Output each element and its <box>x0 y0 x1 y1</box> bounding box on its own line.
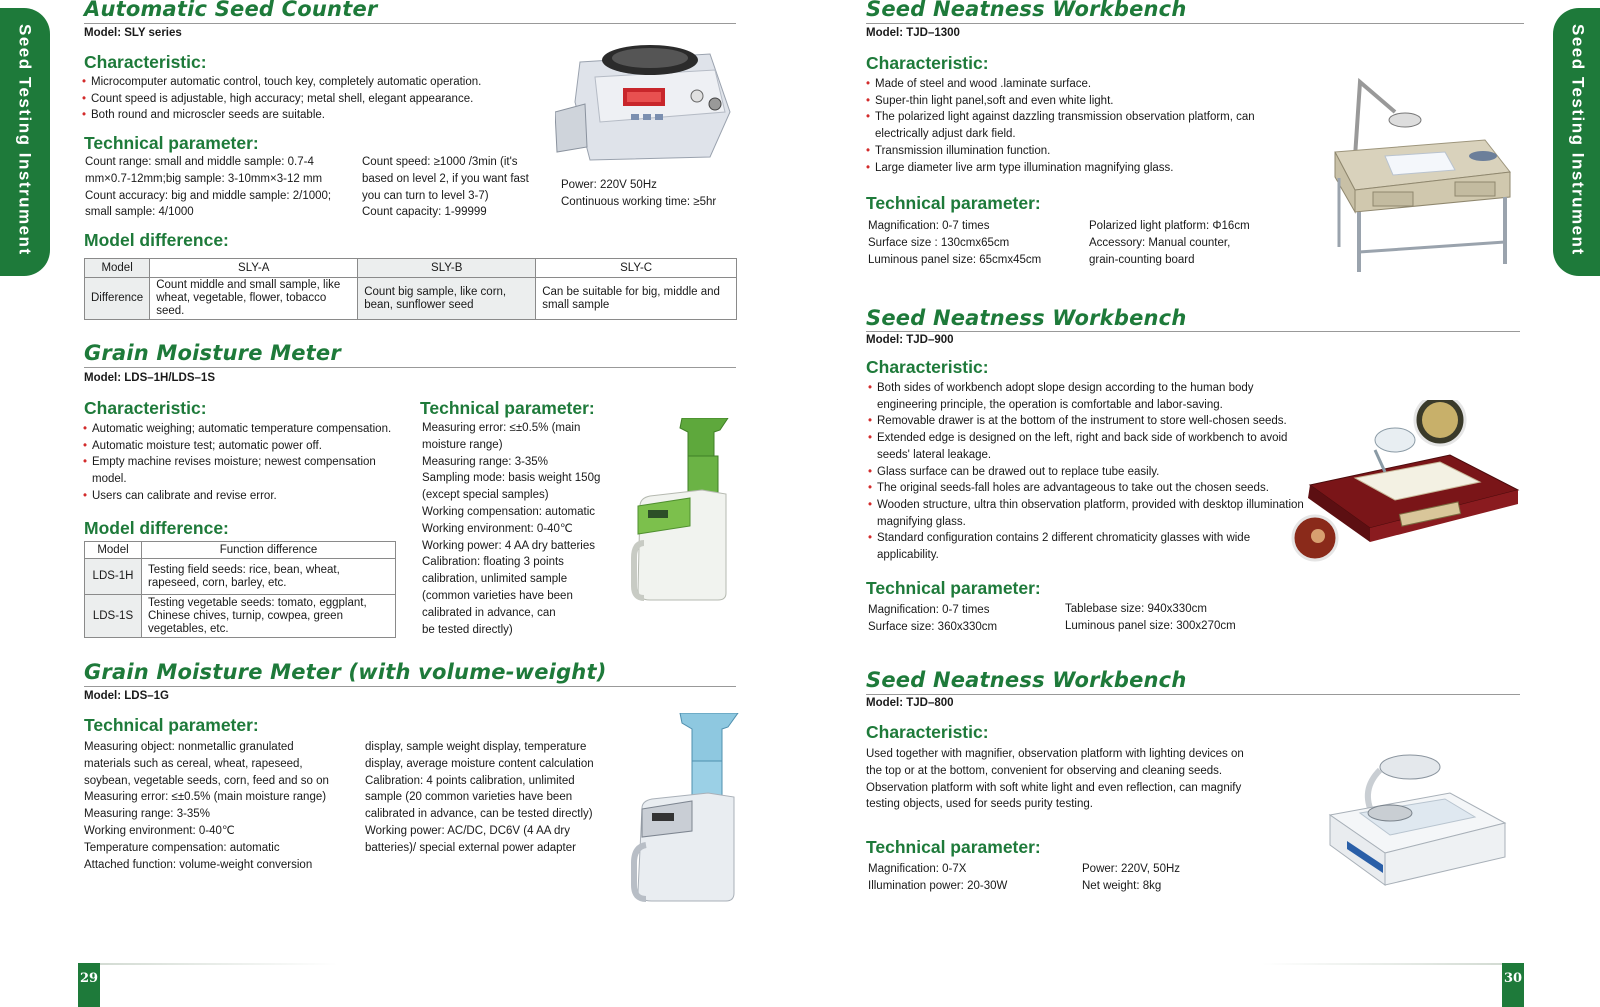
table-cell: LDS-1S <box>85 595 142 638</box>
workbench-1300-title: Seed Neatness Workbench <box>866 0 1187 21</box>
workbench-800-model: Model: TJD–800 <box>866 697 954 709</box>
workbench-900-title: Seed Neatness Workbench <box>866 306 1187 330</box>
table-cell: Testing vegetable seeds: tomato, eggplant, Chinese chives, turnip, cowpea, green vegetables, etc. <box>142 595 396 638</box>
moisture-meter-characteristic-heading: Characteristic: <box>84 398 207 418</box>
moisture-volume-col2: display, sample weight display, temperature display, average moisture content calculation Calibration: 4 points calibration, unlimited sample (20 common varieties have been calibrated in advance, can be tested directly) Working power: AC/DC, DC6V (4 AA dry batteries)/ special external power adapter <box>365 741 594 854</box>
moisture-meter-tech: Measuring error: ≤±0.5% (main moisture range) Measuring range: 3-35% Sampling mode: basis weight 150g (except special samples) Working compensation: automatic Working environment: 0-40℃ Working power: 4 AA dry batteries Calibration: floating 3 points calibration, unlimited sample (common varieties have been calibrated in advance, can be tested directly) <box>422 422 601 636</box>
moisture-meter-title: Grain Moisture Meter <box>84 341 341 365</box>
list-item: • Standard configuration contains 2 different chromaticity glasses with wide applicability. <box>868 530 1313 563</box>
workbench-900-image <box>1290 400 1520 580</box>
list-item: • The original seeds-fall holes are advantageous to take out the chosen seeds. <box>868 480 1313 497</box>
seed-counter-characteristics <box>82 74 542 124</box>
table-header: Model <box>85 259 150 278</box>
workbench-1300-characteristic-heading: Characteristic: <box>866 53 989 73</box>
moisture-meter-image <box>630 418 740 608</box>
workbench-1300-tech-heading: Technical parameter: <box>866 193 1041 213</box>
table-header: Model <box>85 542 142 559</box>
seed-counter-characteristic-heading: Characteristic: <box>84 52 207 72</box>
workbench-800-tech-heading: Technical parameter: <box>866 837 1041 857</box>
workbench-900-characteristics <box>868 380 1313 564</box>
seed-counter-model-table <box>84 258 737 320</box>
workbench-900-tech-col1: Magnification: 0-7 times Surface size: 360x330cm <box>868 604 998 633</box>
moisture-meter-model-table <box>84 541 396 638</box>
list-item: • Extended edge is designed on the left, right and back side of workbench to avoid seeds' lateral leakage. <box>868 430 1313 463</box>
list-item: • Removable drawer is at the bottom of the instrument to store well-chosen seeds. <box>868 413 1313 430</box>
workbench-1300-tech-col2: Polarized light platform: Φ16cm Accessory: Manual counter, grain-counting board <box>1089 220 1250 266</box>
seed-counter-tech-col2: Count speed: ≥1000 /3min (it's based on level 2, if you want fast you can turn to level 3-7) Count capacity: 1-99999 <box>362 156 529 219</box>
list-item: • The polarized light against dazzling transmission observation platform, can electrically adjust dark field. <box>866 109 1286 142</box>
moisture-volume-image <box>630 713 745 908</box>
moisture-meter-model-diff-heading: Model difference: <box>84 518 229 538</box>
seed-counter-model-diff-heading: Model difference: <box>84 230 229 250</box>
moisture-volume-title: Grain Moisture Meter (with volume-weight) <box>84 660 607 684</box>
seed-counter-tech-heading: Technical parameter: <box>84 133 259 153</box>
workbench-900-characteristic-heading: Characteristic: <box>866 357 989 377</box>
workbench-800-title: Seed Neatness Workbench <box>866 668 1187 692</box>
moisture-meter-model: Model: LDS–1H/LDS–1S <box>84 372 215 384</box>
list-item: • Empty machine revises moisture; newest compensation model. <box>83 454 403 487</box>
moisture-volume-tech-heading: Technical parameter: <box>84 715 259 735</box>
list-item: • Made of steel and wood .laminate surface. <box>866 76 1286 93</box>
workbench-1300-model: Model: TJD–1300 <box>866 27 960 39</box>
side-tab-right: Seed Testing Instrument <box>1553 8 1600 276</box>
workbench-900-tech-heading: Technical parameter: <box>866 578 1041 598</box>
workbench-800-characteristic-text: Used together with magnifier, observation platform with lighting devices on the top or at the bottom, convenient for observing and cleaning seeds. Observation platform with soft white light and even reflection, can magnify testing objects, used for seeds purity testing. <box>866 748 1244 811</box>
table-header: SLY-C <box>536 259 737 278</box>
moisture-volume-col1: Measuring object: nonmetallic granulated materials such as cereal, wheat, rapeseed, soybean, vegetable seeds, corn, feed and so on Measuring error: ≤±0.5% (main moisture range) Measuring range: 3-35% Working environment: 0-40℃ Temperature compensation: automatic Attached function: volume-weight conversion <box>84 741 329 871</box>
moisture-meter-characteristics <box>83 421 403 505</box>
list-item: • Users can calibrate and revise error. <box>83 488 403 505</box>
list-item: • Both round and microscler seeds are suitable. <box>82 107 542 124</box>
seed-counter-image <box>555 42 745 172</box>
page-number-left: 29 <box>78 963 100 1007</box>
workbench-1300-tech-col1: Magnification: 0-7 times Surface size : 130cmx65cm Luminous panel size: 65cmx45cm <box>868 220 1042 266</box>
workbench-900-tech-col2: Tablebase size: 940x330cm Luminous panel size: 300x270cm <box>1065 603 1236 632</box>
page-number-right: 30 <box>1502 963 1524 1007</box>
workbench-800-tech-col1: Magnification: 0-7X Illumination power: 20-30W <box>868 863 1008 892</box>
moisture-meter-tech-heading: Technical parameter: <box>420 398 595 418</box>
list-item: • Automatic moisture test; automatic power off. <box>83 438 403 455</box>
workbench-900-model: Model: TJD–900 <box>866 334 954 346</box>
table-cell: Difference <box>85 278 150 320</box>
workbench-800-image <box>1325 745 1515 895</box>
table-header: SLY-B <box>358 259 536 278</box>
workbench-800-characteristic-heading: Characteristic: <box>866 722 989 742</box>
list-item: • Count speed is adjustable, high accuracy; metal shell, elegant appearance. <box>82 91 542 108</box>
list-item: • Both sides of workbench adopt slope design according to the human body engineering principle, the operation is comfortable and labor-saving. <box>868 380 1313 413</box>
moisture-volume-model: Model: LDS–1G <box>84 690 169 702</box>
seed-counter-tech-col1: Count range: small and middle sample: 0.7-4 mm×0.7-12mm;big sample: 3-10mm×3-12 mm Count accuracy: big and middle sample: 2/1000; small sample: 4/1000 <box>85 156 332 219</box>
table-cell: Can be suitable for big, middle and small sample <box>536 278 737 320</box>
side-tab-left: Seed Testing Instrument <box>0 8 50 276</box>
seed-counter-title: Automatic Seed Counter <box>84 0 378 21</box>
list-item: • Super-thin light panel,soft and even white light. <box>866 93 1286 110</box>
workbench-1300-characteristics <box>866 76 1286 176</box>
workbench-1300-image <box>1315 72 1515 277</box>
table-cell: Count big sample, like corn, bean, sunflower seed <box>358 278 536 320</box>
list-item: • Microcomputer automatic control, touch key, completely automatic operation. <box>82 74 542 91</box>
table-cell: Count middle and small sample, like wheat, vegetable, flower, tobacco seed. <box>150 278 358 320</box>
seed-counter-model: Model: SLY series <box>84 27 182 39</box>
list-item: • Glass surface can be drawed out to replace tube easily. <box>868 464 1313 481</box>
workbench-800-tech-col2: Power: 220V, 50Hz Net weight: 8kg <box>1082 863 1181 892</box>
list-item: • Wooden structure, ultra thin observation platform, provided with desktop illumination magnifying glass. <box>868 497 1313 530</box>
table-cell: Testing field seeds: rice, bean, wheat, rapeseed, corn, barley, etc. <box>142 559 396 595</box>
table-header: Function difference <box>142 542 396 559</box>
table-header: SLY-A <box>150 259 358 278</box>
table-cell: LDS-1H <box>85 559 142 595</box>
list-item: • Large diameter live arm type illumination magnifying glass. <box>866 160 1286 177</box>
list-item: • Transmission illumination function. <box>866 143 1286 160</box>
list-item: • Automatic weighing; automatic temperature compensation. <box>83 421 403 438</box>
seed-counter-tech-col3: Power: 220V 50Hz Continuous working time: ≥5hr <box>561 179 717 208</box>
